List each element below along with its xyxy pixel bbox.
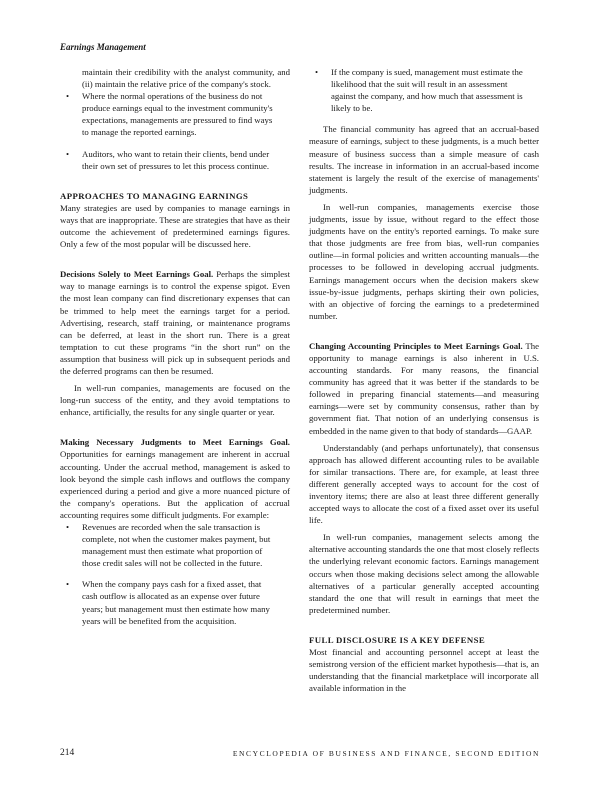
bullet-list-top [60,90,290,172]
running-head: Earnings Management [60,42,146,52]
paragraph-decisions-text: Perhaps the simplest way to manage earnings is to control the expense spigot. Even the most lean company can find discretionary expenses that can be trimmed to help meet the earnings target for a period. Advertising, research, staff training, or maintenance programs can be deferred, at least in the short run. There is a great temptation to cut these programs “in the short run” on the assumption that business will pick up in subsequent periods and the deferred programs can then be resumed. [60,269,290,376]
paragraph-decisions [60,268,290,377]
paragraph-judgments-text: Opportunities for earnings management are inherent in accrual accounting. Under the accrual method, management is asked to look beyond the simple cash inflows and outflows the company experienced during a period and give a more nuanced picture of the company's operations. But the application of accrual accounting requires some difficult judgments. For example: [60,449,290,520]
paragraph-wellrun-right: In well-run companies, managements exercise those judgments, issue by issue, without regard to the effect those judgments have on the entity's reported earnings. To make sure that those judgments are free from bias, well-run companies outline—in formal policies and written accounting manuals—the processes to be followed in developing accrual judgments. Earnings management occurs when the decision makers skew issue-by-issue judgments, perhaps skirting their own policies, with an objective of forcing the earnings to a predetermined number. [309,201,539,321]
subheading-decisions: Decisions Solely to Meet Earnings Goal. [60,269,214,280]
paragraph-disclosure: Most financial and accounting personnel accept at least the semistrong version of the efficient market hypothesis—that is, an understanding that the financial marketplace will incorporate all available information in the [309,647,539,694]
bullet-list-right [309,66,539,114]
page-number: 214 [60,748,75,758]
subheading-judgments: Making Necessary Judgments to Meet Earnings Goal. [60,437,290,448]
paragraph-judgments [60,436,290,521]
list-item: • If the company is sued, management must estimate the likelihood that the suit will result in an assessment against the company, and how much that assessment is likely to be. [309,66,539,114]
subheading-changing: Changing Accounting Principles to Meet Earnings Goal. [309,340,523,351]
list-item: • Auditors, who want to retain their clients, bend under their own set of pressures to let this process continue. [60,148,290,172]
paragraph-alternatives: In well-run companies, management selects among the alternative accounting standards the one that most closely reflects the underlying relevant economic factors. Earnings management occurs when those making decisions select among the allowable alternatives of a particular generally accepted accounting standard the one that will result in earnings that meet the predetermined number. [309,532,539,615]
book-title: ENCYCLOPEDIA OF BUSINESS AND FINANCE, SECOND EDITION [232,749,540,758]
section-heading-disclosure: FULL DISCLOSURE IS A KEY DEFENSE [309,634,486,645]
list-item: • Where the normal operations of the business do not produce earnings equal to the investment community's expectations, managements are pressured to find ways to manage the reported earnings. [60,90,290,138]
continued-paragraph: maintain their credibility with the analyst community, and (ii) maintain the relative price of the company's stock. [82,67,290,90]
paragraph-approaches: Many strategies are used by companies to manage earnings in ways that are inappropriate. These are strategies that have as their outcome the achievement of predetermined earnings figures. Only a few of the most popular will be discussed here. [60,202,290,250]
paragraph-accrual: The financial community has agreed that an accrual-based measure of earnings, subject to these judgments, is a much better measure of business success than a simple measure of cash results. The increase in information in an accrual-based income statement is largely the result of the exercise of managements' judgments. [309,124,539,195]
paragraph-understandably: Understandably (and perhaps unfortunately), that consensus approach has allowed different accounting rules to be available for similar transactions. There are, for example, at least three different generally accepted ways to account for the cost of inventory items; there are also at least three different generally accepted ways to allocate the cost of a fixed asset over its useful life. [309,442,539,526]
right-column [309,66,539,694]
left-column [60,66,290,627]
list-item: • Revenues are recorded when the sale transaction is complete, not when the customer makes payment, but management must then estimate what proportion of those credit sales will not be collected in the future. [60,521,290,569]
paragraph-changing-text: The opportunity to manage earnings is also inherent in U.S. accounting standards. For many reasons, the financial community has agreed that it was better if the standards to be followed in preparing financial statements—and measuring earnings—were set by community consensus, rather than by government fiat. That notion of an underlying consensus is embedded in the name given to that body of standards—GAAP. [309,340,539,436]
section-heading-approaches: APPROACHES TO MANAGING EARNINGS [60,190,249,201]
paragraph-changing [309,340,539,437]
bullet-list-bottom [60,521,290,627]
paragraph-wellrun-left: In well-run companies, managements are focused on the long-run success of the entity, and they avoid temptations to enhance, artificially, the results for any single quarter or year. [60,383,290,418]
list-item: • When the company pays cash for a fixed asset, that cash outflow is allocated as an expense over future years; but management must then estimate how many years will be benefited from the acquisition. [60,578,290,626]
